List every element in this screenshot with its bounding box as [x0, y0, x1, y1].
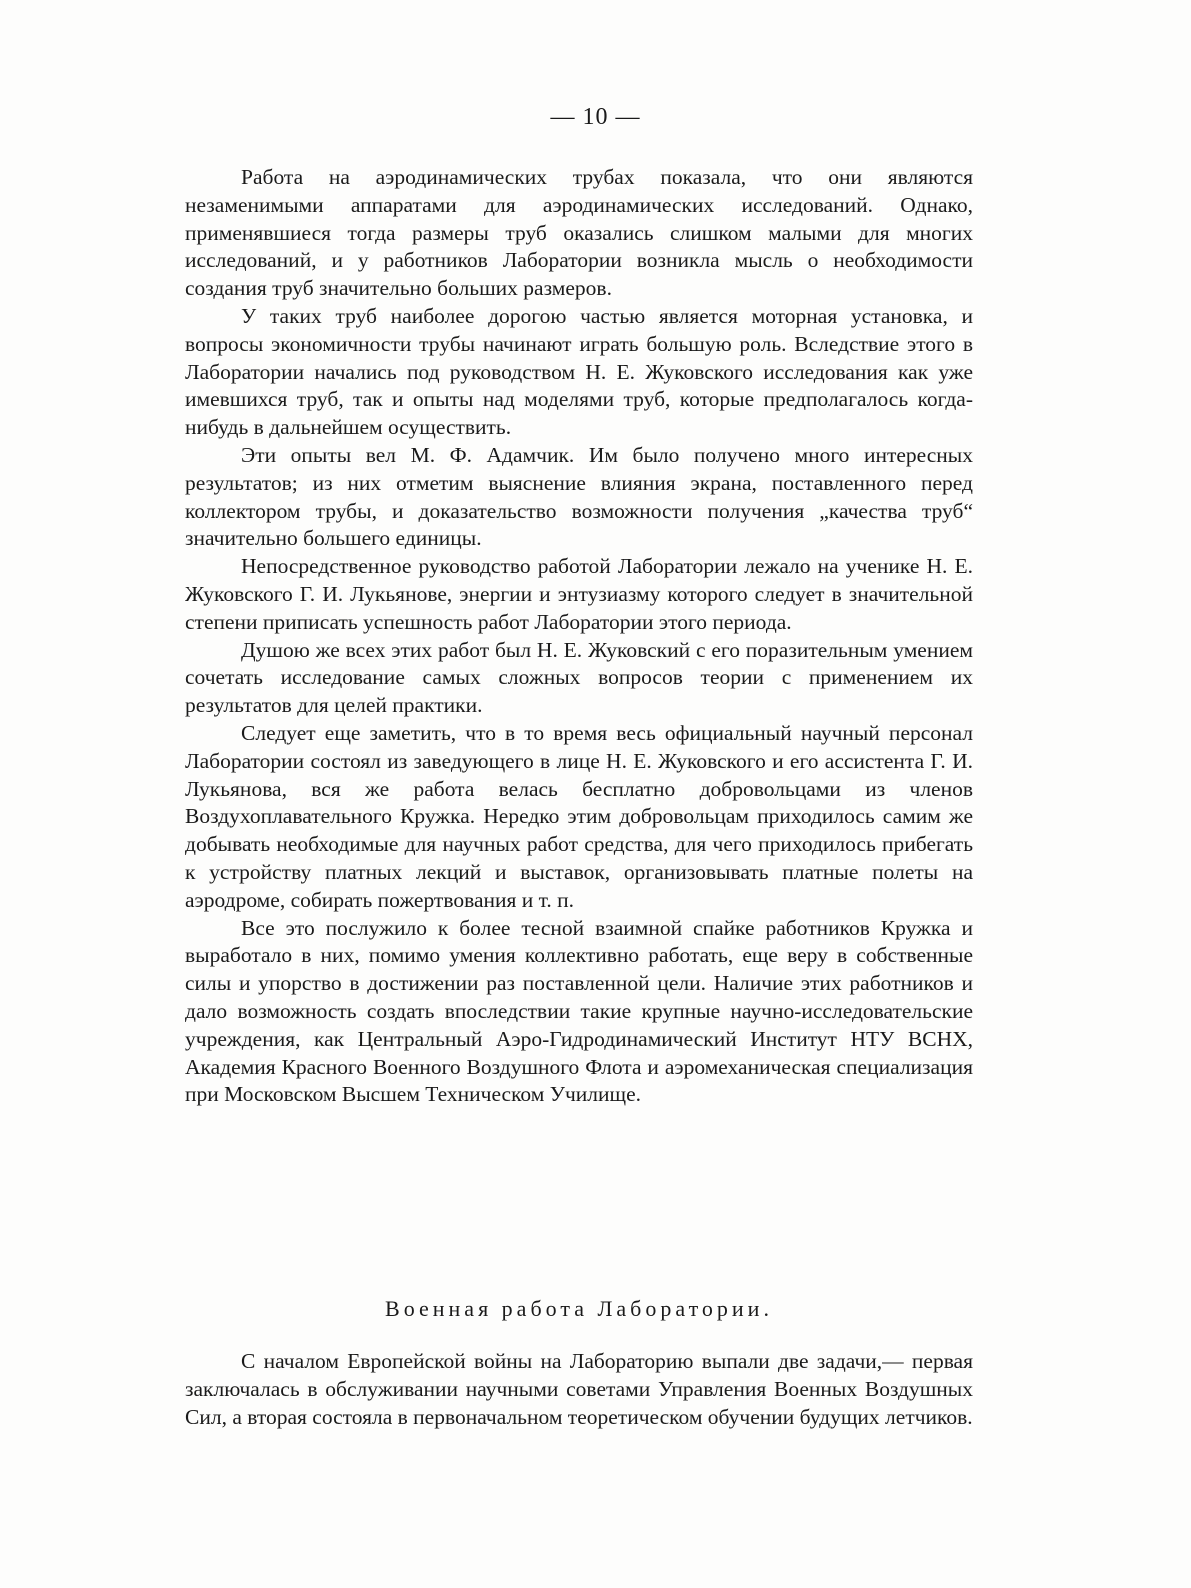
section-text	[185, 1348, 973, 1431]
paragraph: Все это послужило к более тесной взаимной спайке работников Кружка и выработало в них, помимо умения коллективно работать, еще веру в собственные силы и упорство в достижении раз поставленной цели. Наличие этих работников и дало возможность создать впоследствии такие крупные научно-исследовательские учреждения, как Центральный Аэро-Гидродинамический Институт НТУ ВСНХ, Академия Красного Военного Воздушного Флота и аэромеханическая специализация при Московском Высшем Техническом Училище.	[185, 915, 973, 1107]
section-heading: Военная работа Лаборатории.	[385, 1296, 773, 1321]
paragraph: Душою же всех этих работ был Н. Е. Жуковский с его поразительным умением сочетать исследование самых сложных вопросов теории с применением их результатов для целей практики.	[185, 637, 973, 718]
paragraph: У таких труб наиболее дорогою частью является моторная установка, и вопросы экономичности трубы начинают играть большую роль. Вследствие этого в Лаборатории начались под руководством Н. Е. Жуковского исследования как уже имевшихся труб, так и опыты над моделями труб, которые предполагалось когда-нибудь в дальнейшем осуществить.	[185, 303, 973, 440]
paragraph: Работа на аэродинамических трубах показала, что они являются незаменимыми аппаратами для аэродинамических исследований. Однако, применявшиеся тогда размеры труб оказались слишком малыми для многих исследований, и у работников Лаборатории возникла мысль о необходимости создания труб значительно больших размеров.	[185, 165, 973, 301]
page-number: — 10 —	[550, 104, 641, 130]
paragraph: Непосредственное руководство работой Лаборатории лежало на ученике Н. Е. Жуковского Г. И. Лукьянове, энергии и энтузиазму которого следует в значительной степени приписать успешность работ Лаборатории этого периода.	[185, 554, 973, 634]
paragraph: Следует еще заметить, что в то время весь официальный научный персонал Лаборатории состоял из заведующего в лице Н. Е. Жуковского и его ассистента Г. И. Лукьянова, вся же работа велась бесплатно добровольцами из членов Воздухоплавательного Кружка. Нередко этим добровольцам приходилось самим же добывать необходимые для научных работ средства, для чего приходилось прибегать к устройству платных лекций и выставок, организовывать платные полеты на аэродроме, собирать пожертвования и т. п.	[185, 720, 973, 912]
main-text	[185, 164, 973, 1109]
paragraph: С началом Европейской войны на Лабораторию выпали две задачи,— первая заключалась в обслуживании научными советами Управления Военных Воздушных Сил, а вторая состояла в первоначальном теоретическом обучении будущих летчиков.	[185, 1349, 973, 1429]
paragraph: Эти опыты вел М. Ф. Адамчик. Им было получено много интересных результатов; из них отметим выяснение влияния экрана, поставленного перед коллектором трубы, и доказательство возможности получения „качества труб“ значительно большего единицы.	[185, 442, 973, 551]
